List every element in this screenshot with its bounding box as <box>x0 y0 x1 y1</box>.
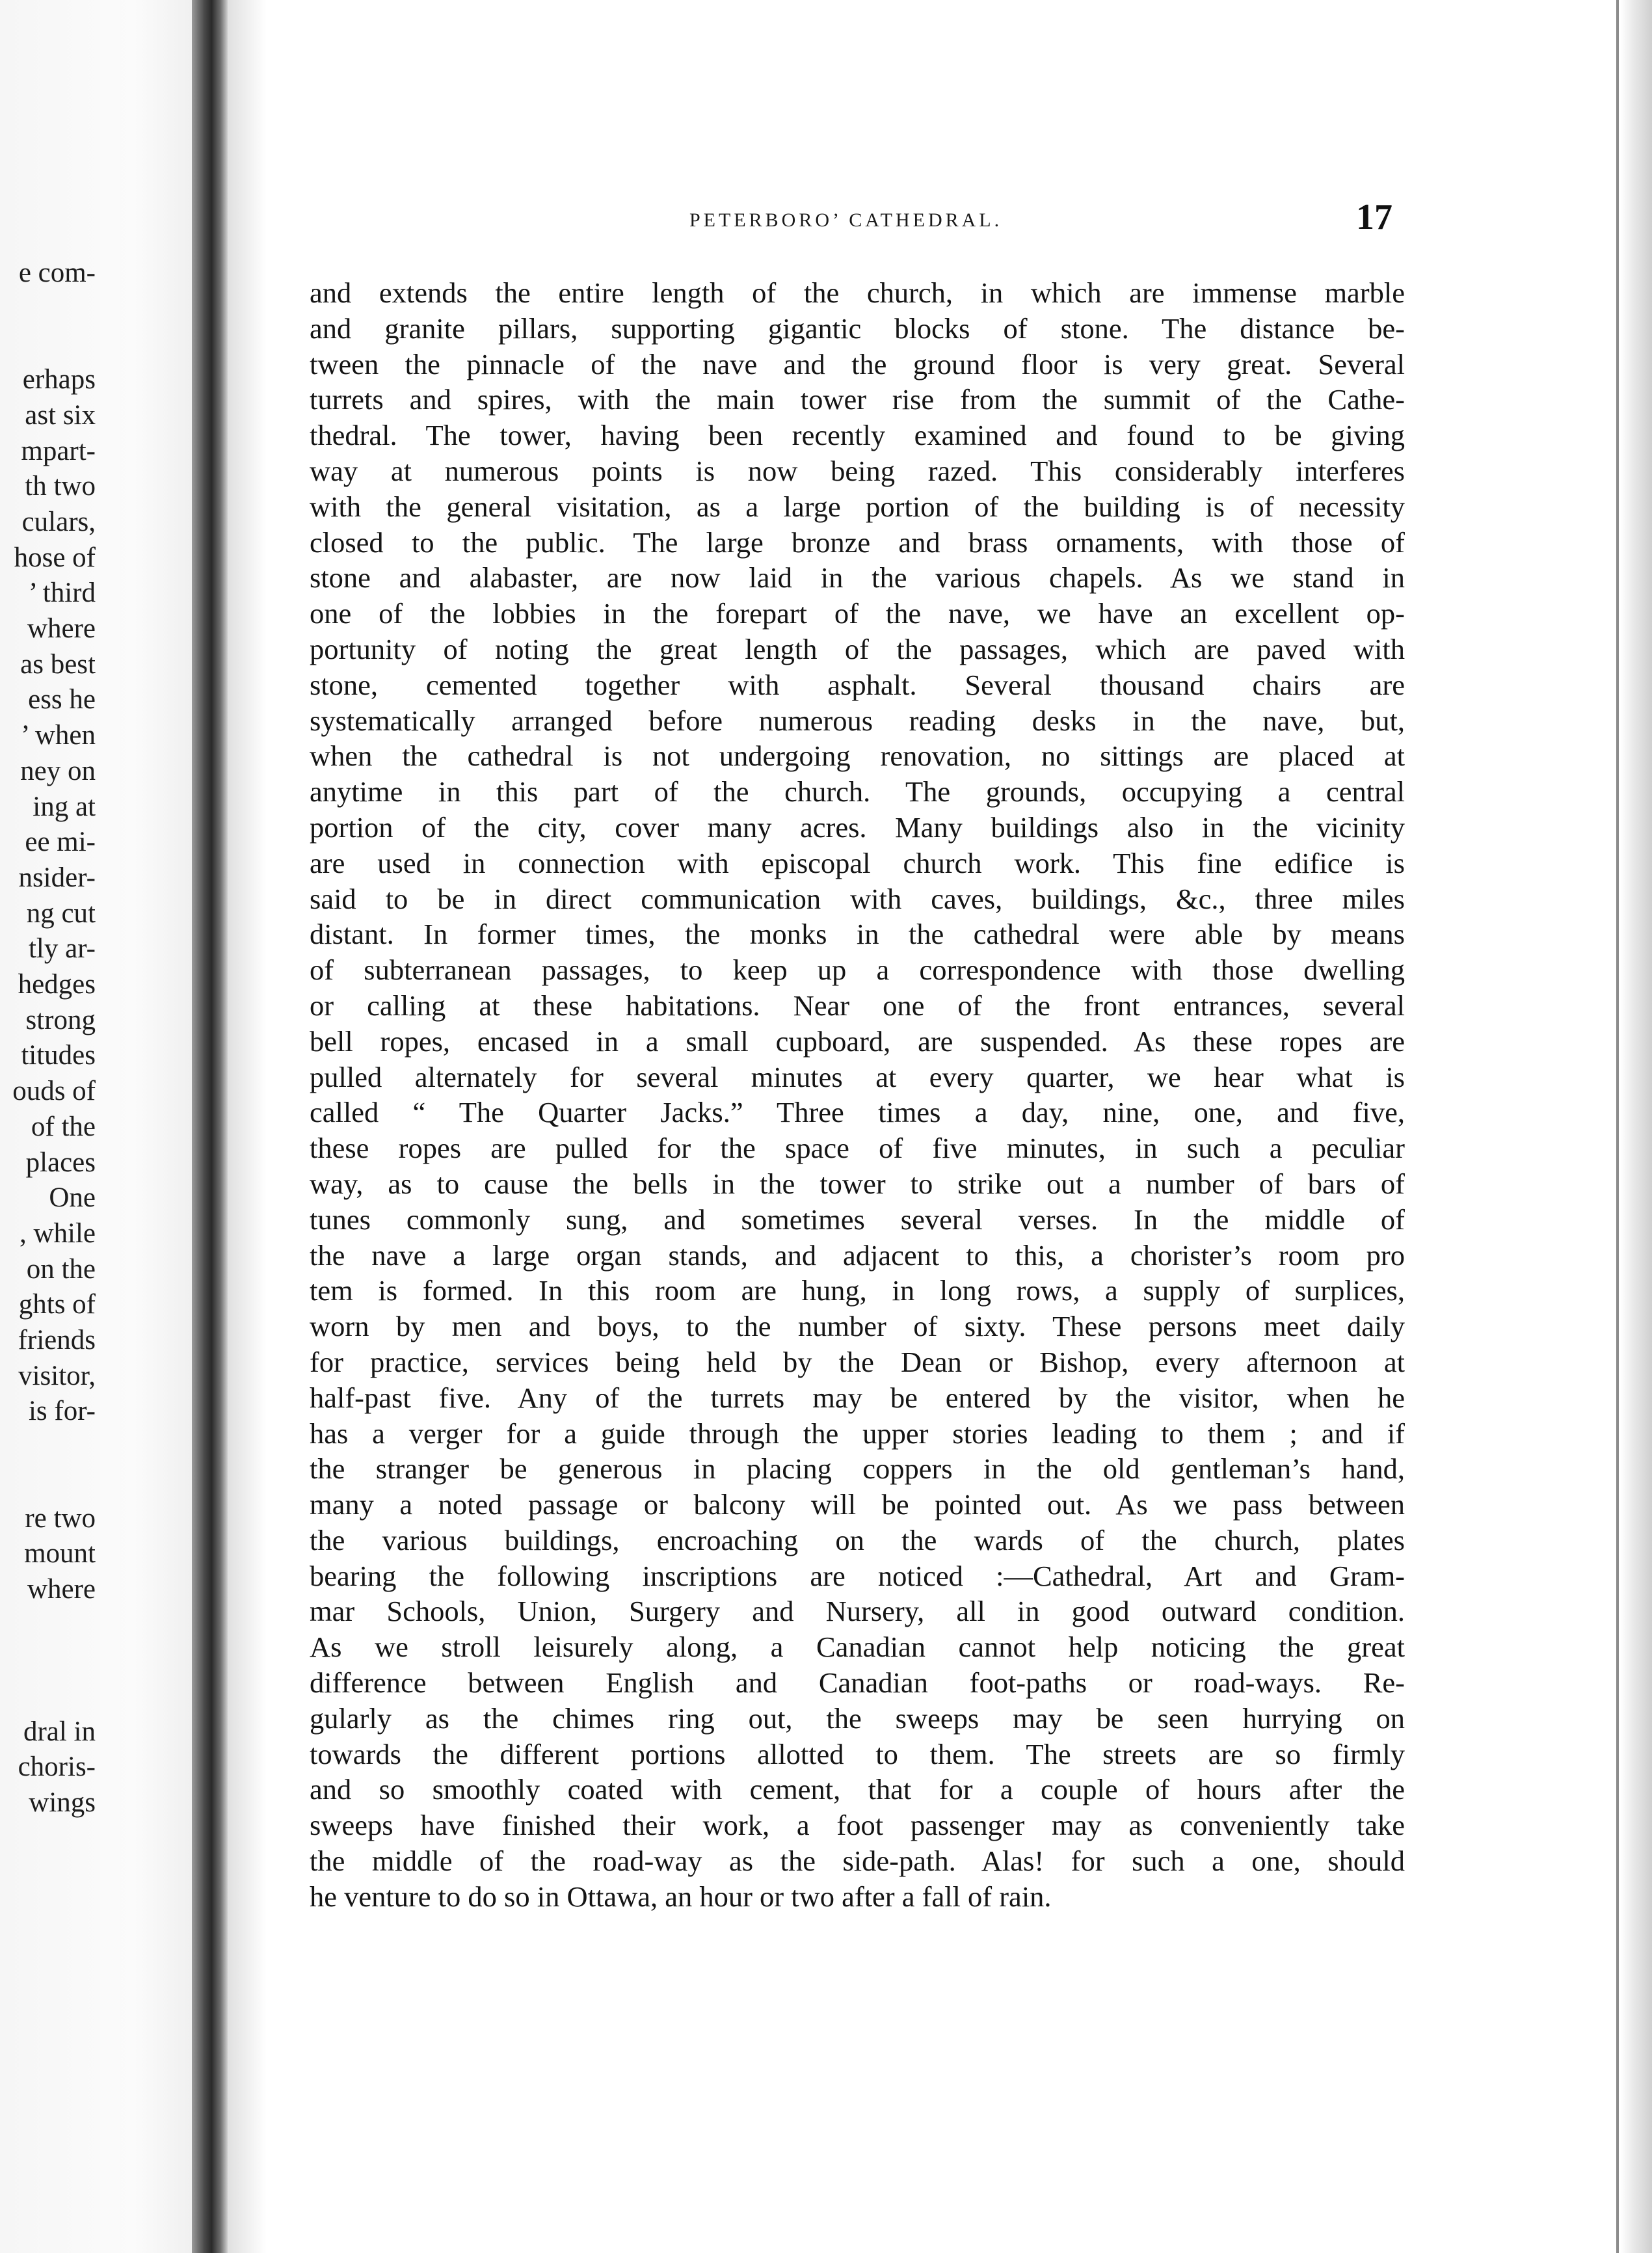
text-line: has a verger for a guide through the upper stories leading to them ; and if <box>310 1417 1405 1450</box>
text-line: and extends the entire length of the church, in which are immense marble <box>310 276 1405 309</box>
gutter-shadow <box>228 0 267 2253</box>
text-line: bearing the following inscriptions are noticed :—Cathedral, Art and Gram- <box>310 1559 1405 1592</box>
facing-page-text-fragment: choris- <box>18 1752 96 1783</box>
text-line: systematically arranged before numerous reading desks in the nave, but, <box>310 704 1405 737</box>
facing-page-text-fragment: mpart- <box>21 435 96 466</box>
text-line: for practice, services being held by the Dean or Bishop, every afternoon at <box>310 1345 1405 1378</box>
text-line: anytime in this part of the church. The grounds, occupying a central <box>310 775 1405 808</box>
facing-page-text-fragment: , while <box>19 1218 96 1249</box>
text-line: tem is formed. In this room are hung, in long rows, a supply of surplices, <box>310 1274 1405 1307</box>
facing-page-edge <box>0 0 192 2253</box>
facing-page-text-fragment: ing at <box>33 791 96 822</box>
text-line: many a noted passage or balcony will be pointed out. As we pass between <box>310 1488 1405 1521</box>
facing-page-text-fragment: ’ third <box>28 578 96 609</box>
text-line: he venture to do so in Ottawa, an hour or two after a fall of rain. <box>310 1880 1052 1913</box>
text-line: the stranger be generous in placing coppers in the old gentleman’s hand, <box>310 1452 1405 1486</box>
text-line: the various buildings, encroaching on the wards of the church, plates <box>310 1523 1405 1556</box>
facing-page-text-fragment: ghts of <box>18 1289 96 1320</box>
text-line: tween the pinnacle of the nave and the ground floor is very great. Several <box>310 347 1405 380</box>
facing-page-text-fragment: th two <box>25 471 96 502</box>
facing-page-text-fragment: wings <box>29 1787 96 1819</box>
text-line: distant. In former times, the monks in the cathedral were able by means <box>310 918 1405 951</box>
text-line: tunes commonly sung, and sometimes several verses. In the middle of <box>310 1203 1405 1236</box>
text-line: portion of the city, cover many acres. Many buildings also in the vicinity <box>310 810 1405 844</box>
facing-page-text-fragment: of the <box>31 1111 96 1142</box>
facing-page-text-fragment: mount <box>24 1538 96 1569</box>
facing-page-text-fragment: ’ when <box>20 720 96 751</box>
facing-page-text-fragment: One <box>49 1182 96 1214</box>
page-edge-shadow <box>1621 0 1652 2253</box>
facing-page-text-fragment: ee mi- <box>25 827 96 858</box>
text-line: the middle of the road-way as the side-path. Alas! for such a one, should <box>310 1845 1405 1878</box>
running-title: PETERBORO’ CATHEDRAL. <box>689 209 1003 231</box>
facing-page-text-fragment: erhaps <box>22 364 96 395</box>
facing-page-text-fragment: tly ar- <box>28 933 96 965</box>
text-line: these ropes are pulled for the space of five minutes, in such a peculiar <box>310 1132 1405 1165</box>
facing-page-text-fragment: ng cut <box>26 898 96 929</box>
text-line: worn by men and boys, to the number of sixty. These persons meet daily <box>310 1310 1405 1343</box>
text-line: turrets and spires, with the main tower rise from the summit of the Cathe- <box>310 383 1405 416</box>
facing-page-text-fragment: nsider- <box>18 862 96 893</box>
text-line: and granite pillars, supporting gigantic blocks of stone. The distance be- <box>310 312 1405 345</box>
text-line: portunity of noting the great length of the passages, which are paved with <box>310 632 1405 665</box>
text-line: way at numerous points is now being razed. This considerably interferes <box>310 454 1405 487</box>
facing-page-text-fragment: hedges <box>18 969 96 1000</box>
text-line: gularly as the chimes ring out, the sweeps may be seen hurrying on <box>310 1701 1405 1735</box>
facing-page-text-fragment: e com- <box>18 258 96 288</box>
text-line: difference between English and Canadian foot-paths or road-ways. Re- <box>310 1666 1405 1700</box>
text-line: called “ The Quarter Jacks.” Three times a day, nine, one, and five, <box>310 1096 1405 1129</box>
facing-page-text-fragment: ast six <box>25 399 96 431</box>
facing-page-text-fragment: on the <box>26 1253 96 1285</box>
text-line: said to be in direct communication with caves, buildings, &c., three miles <box>310 882 1405 915</box>
text-line: and so smoothly coated with cement, that for a couple of hours after the <box>310 1773 1405 1806</box>
text-line: when the cathedral is not undergoing renovation, no sittings are placed at <box>310 740 1405 773</box>
facing-page-text-fragment: hose of <box>14 542 96 573</box>
text-line: of subterranean passages, to keep up a correspondence with those dwelling <box>310 953 1405 987</box>
book-gutter <box>192 0 228 2253</box>
facing-page-text-fragment: dral in <box>23 1716 96 1747</box>
page-edge-line <box>1616 0 1619 2253</box>
text-line: or calling at these habitations. Near one of the front entrances, several <box>310 989 1405 1022</box>
facing-page-text-fragment: visitor, <box>18 1360 96 1391</box>
text-line: pulled alternately for several minutes at every quarter, we hear what is <box>310 1060 1405 1093</box>
facing-page-text-fragment: where <box>27 1573 96 1605</box>
facing-page-text-fragment: ouds of <box>12 1076 96 1107</box>
facing-page-text-fragment: ess he <box>28 684 96 715</box>
text-line: bell ropes, encased in a small cupboard, are suspended. As these ropes are <box>310 1024 1405 1058</box>
text-line: thedral. The tower, having been recently examined and found to be giving <box>310 419 1405 452</box>
text-line: one of the lobbies in the forepart of the nave, we have an excellent op- <box>310 597 1405 630</box>
facing-page-text-fragment: culars, <box>21 506 96 537</box>
running-header <box>689 209 1392 232</box>
facing-page-text-fragment: is for- <box>28 1396 96 1427</box>
facing-page-text-fragment: places <box>25 1147 96 1178</box>
facing-page-text-fragment: where <box>27 613 96 644</box>
facing-page-text-fragment: ney on <box>20 755 96 786</box>
text-line: stone and alabaster, are now laid in the various chapels. As we stand in <box>310 561 1405 594</box>
text-line: sweeps have finished their work, a foot passenger may as conveniently take <box>310 1809 1405 1842</box>
text-line: stone, cemented together with asphalt. Several thousand chairs are <box>310 668 1405 701</box>
text-line: half-past five. Any of the turrets may be entered by the visitor, when he <box>310 1381 1405 1414</box>
text-line: with the general visitation, as a large portion of the building is of necessity <box>310 490 1405 523</box>
facing-page-text-fragment: re two <box>25 1502 96 1534</box>
page-number: 17 <box>1356 197 1392 237</box>
text-line: mar Schools, Union, Surgery and Nursery, all in good outward condition. <box>310 1595 1405 1628</box>
text-line: the nave a large organ stands, and adjacent to this, a chorister’s room pro <box>310 1238 1405 1272</box>
facing-page-text-fragment: strong <box>25 1004 96 1035</box>
text-line: As we stroll leisurely along, a Canadian cannot help noticing the great <box>310 1631 1405 1664</box>
facing-page-text-fragment: as best <box>20 648 96 680</box>
text-line: are used in connection with episcopal church work. This fine edifice is <box>310 846 1405 879</box>
text-line: way, as to cause the bells in the tower to strike out a number of bars of <box>310 1167 1405 1200</box>
text-line: towards the different portions allotted to them. The streets are so firmly <box>310 1737 1405 1770</box>
facing-page-text-fragment: friends <box>18 1325 96 1355</box>
text-line: closed to the public. The large bronze and brass ornaments, with those of <box>310 526 1405 559</box>
body-text <box>310 275 1405 1915</box>
facing-page-text-fragment: titudes <box>21 1040 96 1071</box>
